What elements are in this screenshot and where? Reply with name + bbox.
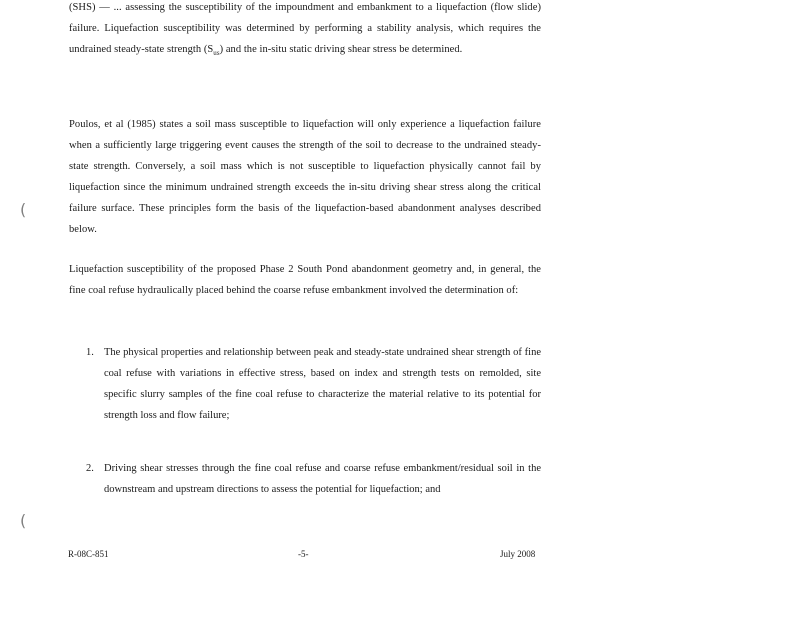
list-item-driving-shear-stresses	[86, 458, 541, 500]
paragraph-1-text: (SHS) — ... assessing the susceptibility of the impoundment and embankment to a liquefaction (flow slide) failure. Liquefaction susceptibility was determined by performing a stability analysis, which requires the undrained steady-state strength (S	[69, 2, 541, 55]
footer-date: July 2008	[500, 549, 536, 559]
binding-hole-mark-icon: (	[20, 511, 27, 530]
list-number: 1.	[86, 347, 94, 358]
list-item-physical-properties	[86, 342, 541, 426]
list-number: 2.	[86, 463, 94, 474]
list-item-text: Driving shear stresses through the fine coal refuse and coarse refuse embankment/residual soil in the downstream and upstream directions to assess the potential for liquefaction; and	[104, 463, 541, 495]
list-item-text: The physical properties and relationship between peak and steady-state undrained shear strength of fine coal refuse with variations in effective stress, based on index and strength tests on remolded, site specific slurry samples of the fine coal refuse to characterize the material relative to its potential for strength loss and flow failure;	[104, 347, 541, 421]
strength-subscript: us	[213, 49, 220, 58]
binding-hole-mark-icon: (	[20, 200, 27, 219]
footer-page-number: -5-	[298, 549, 309, 559]
paragraph-liquefaction-analysis-intro	[69, 0, 541, 60]
paragraph-susceptibility-determination: Liquefaction susceptibility of the proposed Phase 2 South Pond abandonment geometry and, in general, the fine coal refuse hydraulically placed behind the coarse refuse embankment involved the determination of:	[69, 264, 541, 296]
paragraph-poulos-principles: Poulos, et al (1985) states a soil mass susceptible to liquefaction will only experience a liquefaction failure when a sufficiently large triggering event causes the strength of the soil to decrease to the undrained steady-state strength. Conversely, a soil mass which is not susceptible to liquefaction physically cannot fail by liquefaction since the minimum undrained strength exceeds the in-situ driving shear stress along the critical failure surface. These principles form the basis of the liquefaction-based abandonment analyses described below.	[69, 119, 541, 235]
paragraph-1-text-end: ) and the in-situ static driving shear stress be determined.	[219, 44, 463, 55]
footer-report-number: R-08C-851	[68, 549, 109, 559]
